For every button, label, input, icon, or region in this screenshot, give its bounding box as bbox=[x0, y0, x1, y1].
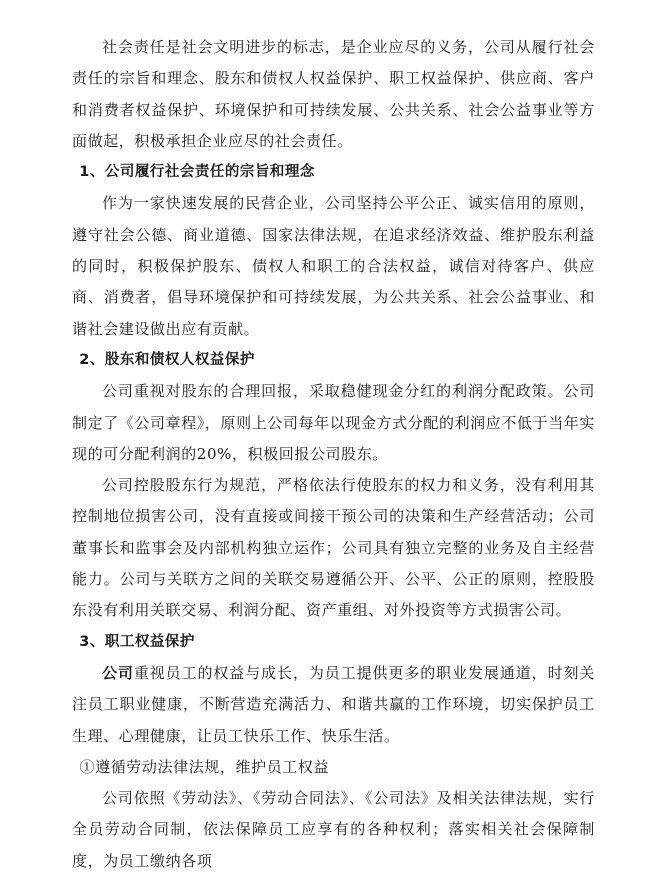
section-2-paragraph-1: 公司重视对股东的合理回报，采取稳健现金分红的利润分配政策。公司制定了《公司章程》，原则上公司每年以现金方式分配的利润应不低于当年实现的可分配利润的20%，积极回报公司股东。 bbox=[72, 382, 595, 463]
section-3-subheading: ①遵循劳动法律法规，维护员工权益 bbox=[79, 757, 330, 776]
section-3-paragraph bbox=[72, 658, 595, 752]
section-3-lead: 公司 bbox=[102, 663, 134, 682]
section-2-paragraph-2: 公司控股股东行为规范，严格依法行使股东的权力和义务，没有利用其控制地位损害公司，没有直接或间接干预公司的决策和生产经营活动；公司董事长和监事会及内部机构独立运作；公司具有独立完整的业务及自主经营能力。公司与关联方之间的关联交易遵循公开、公平、公正的原则，控股股东没有利用关联交易、利润分配、资产重组、对外投资等方式损害公司。 bbox=[72, 476, 595, 620]
section-2-heading: 2、股东和债权人权益保护 bbox=[79, 351, 255, 368]
section-1-paragraph: 作为一家快速发展的民营企业，公司坚持公平公正、诚实信用的原则，遵守社会公德、商业道德、国家法律法规，在追求经济效益、维护股东利益的同时，积极保护股东、债权人和职工的合法权益，诚信对待客户、供应商、消费者，倡导环境保护和可持续发展，为公共关系、社会公益事业、和谐社会建设做出应有贡献。 bbox=[72, 194, 595, 338]
intro-paragraph: 社会责任是社会文明进步的标志，是企业应尽的义务，公司从履行社会责任的宗旨和理念、股东和债权人权益保护、职工权益保护、供应商、客户和消费者权益保护、环境保护和可持续发展、公共关系、社会公益事业等方面做起，积极承担企业应尽的社会责任。 bbox=[72, 38, 595, 150]
section-3-paragraph-text: 重视员工的权益与成长，为员工提供更多的职业发展通道，时刻关注员工职业健康，不断营造充满活力、和谐共赢的工作环境，切实保护员工生理、心理健康，让员工快乐工作、快乐生活。 bbox=[72, 663, 595, 745]
section-3-paragraph-2: 公司依照《劳动法》、《劳动合同法》、《公司法》及相关法律法规，实行全员劳动合同制，依法保障员工应享有的各种权利；落实相关社会保障制度，为员工缴纳各项 bbox=[72, 789, 595, 870]
section-3-heading: 3、职工权益保护 bbox=[79, 633, 195, 650]
section-1-heading: 1、公司履行社会责任的宗旨和理念 bbox=[79, 164, 315, 181]
